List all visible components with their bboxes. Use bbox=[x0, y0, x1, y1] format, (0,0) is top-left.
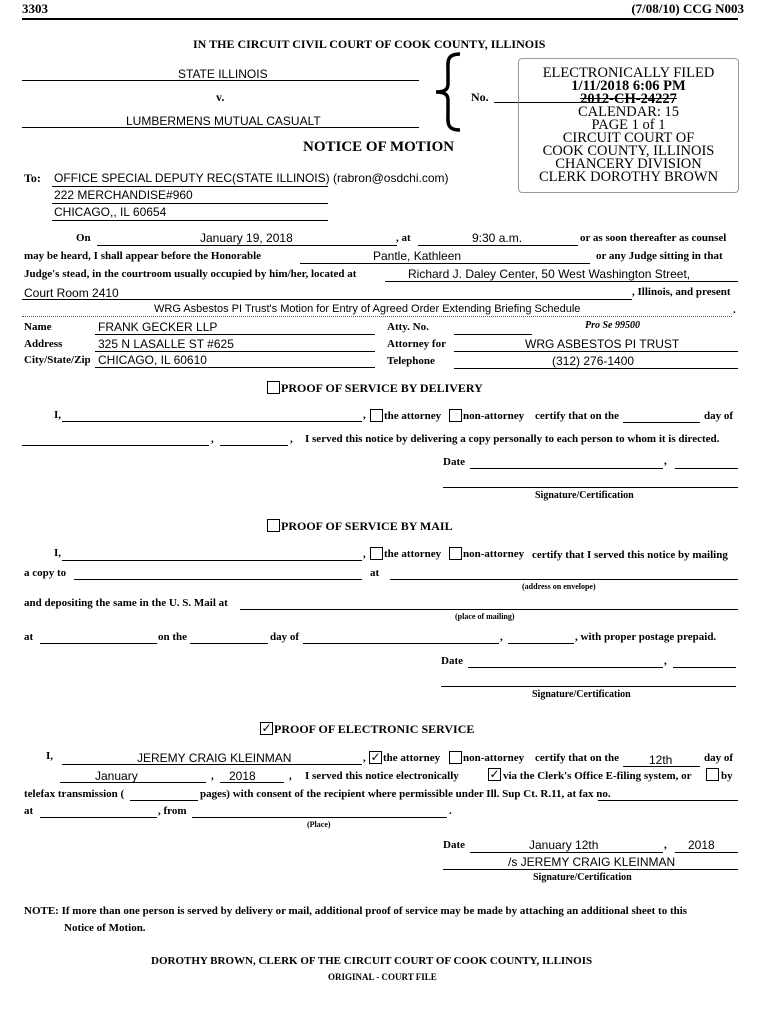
to-underline-1 bbox=[52, 186, 328, 187]
electronic-date-label: Date bbox=[443, 839, 465, 851]
telephone-label: Telephone bbox=[387, 355, 435, 367]
electronic-title: PROOF OF ELECTRONIC SERVICE bbox=[274, 722, 475, 736]
mail-at2-label: at bbox=[24, 631, 34, 643]
electronic-date-value: January 12th bbox=[529, 838, 599, 852]
stamp-line: CLERK DOROTHY BROWN bbox=[538, 169, 719, 185]
delivery-year-line bbox=[220, 445, 288, 446]
electronic-signature-line bbox=[443, 869, 738, 870]
versus-label: v. bbox=[216, 90, 225, 104]
heard-text: may be heard, I shall appear before the Honorable bbox=[24, 250, 262, 262]
attorney-for-value: WRG ASBESTOS PI TRUST bbox=[525, 337, 680, 351]
telephone-line bbox=[454, 368, 738, 369]
electronic-name: JEREMY CRAIG KLEINMAN bbox=[137, 751, 292, 765]
motion-period: . bbox=[733, 304, 736, 316]
city-label: City/State/Zip bbox=[24, 354, 91, 366]
footer-original: ORIGINAL - COURT FILE bbox=[328, 972, 437, 982]
hearing-date: January 19, 2018 bbox=[200, 231, 293, 245]
stead-text: Judge's stead, in the courtroom usually occupied by him/her, located at bbox=[24, 268, 357, 280]
hearing-date-line bbox=[97, 245, 397, 246]
stamp-line: ELECTRONICALLY FILED bbox=[542, 65, 715, 81]
stamp-line: CHANCERY DIVISION bbox=[555, 156, 702, 172]
delivery-day-line bbox=[623, 422, 700, 423]
court-location-line bbox=[385, 281, 738, 282]
delivery-year-date-line bbox=[675, 468, 738, 469]
mail-on-the: on the bbox=[158, 631, 188, 643]
efiling-text: via the Clerk's Office E-filing system, or bbox=[503, 770, 692, 782]
attorney-city: CHICAGO, IL 60610 bbox=[98, 353, 207, 367]
stamp-line: 1/11/2018 6:06 PM bbox=[571, 78, 686, 94]
electronic-year-line bbox=[220, 782, 284, 783]
delivery-month-line bbox=[22, 445, 209, 446]
atty-no-value: Pro Se 99500 bbox=[585, 320, 640, 331]
form-number: 3303 bbox=[22, 1, 48, 16]
mail-month-line bbox=[303, 643, 499, 644]
mail-non-attorney-checkbox[interactable] bbox=[449, 547, 462, 560]
mail-date-label: Date bbox=[441, 655, 463, 667]
at-label: , at bbox=[396, 232, 411, 244]
to-label: To: bbox=[24, 171, 41, 185]
plaintiff-line bbox=[22, 80, 419, 81]
name-label: Name bbox=[24, 321, 52, 333]
judge-name: Pantle, Kathleen bbox=[373, 249, 462, 263]
notice-title: NOTICE OF MOTION bbox=[303, 139, 455, 155]
footer-clerk: DOROTHY BROWN, CLERK OF THE CIRCUIT COURT OF COOK COUNTY, ILLINOIS bbox=[151, 955, 593, 967]
form-revision: (7/08/10) CCG N003 bbox=[631, 1, 744, 16]
motion-title: WRG Asbestos PI Trust's Motion for Entry of Agreed Order Extending Briefing Schedule bbox=[154, 303, 581, 315]
delivery-name-line bbox=[62, 421, 362, 422]
to-line-1: OFFICE SPECIAL DEPUTY REC(STATE ILLINOIS) (rabron@osdchi.com) bbox=[54, 171, 449, 185]
efiling-checkbox[interactable]: ✓ bbox=[489, 767, 500, 781]
delivery-served-text: I served this notice by delivering a copy personally to each person to whom it is directed. bbox=[305, 433, 720, 445]
delivery-date-line bbox=[470, 468, 663, 469]
court-title: IN THE CIRCUIT CIVIL COURT OF COOK COUNTY, ILLINOIS bbox=[193, 37, 546, 51]
hearing-time: 9:30 a.m. bbox=[472, 231, 523, 245]
fax-no-line bbox=[598, 800, 738, 801]
electronic-checkbox[interactable]: ✓ bbox=[261, 721, 272, 735]
note-line-2: Notice of Motion. bbox=[64, 922, 146, 934]
electronic-year: 2018 bbox=[229, 769, 256, 783]
mail-year-line bbox=[508, 643, 574, 644]
electronic-signature-label: Signature/Certification bbox=[533, 872, 632, 883]
stamp-line: 2012-CH-24227 bbox=[580, 91, 677, 107]
electronic-day: 12th bbox=[649, 753, 673, 767]
mail-checkbox[interactable] bbox=[267, 519, 280, 532]
delivery-i-label: I, bbox=[54, 409, 62, 421]
mail-place-line bbox=[240, 609, 738, 610]
delivery-attorney-checkbox[interactable] bbox=[370, 409, 383, 422]
mail-signature-line bbox=[441, 686, 736, 687]
header-rule bbox=[22, 18, 738, 20]
electronic-time-line bbox=[40, 817, 157, 818]
mail-attorney-checkbox[interactable] bbox=[370, 547, 383, 560]
mail-address-caption: (address on envelope) bbox=[522, 582, 596, 591]
electronic-month: January bbox=[95, 769, 138, 783]
attorney-city-line bbox=[95, 367, 375, 368]
mail-i-label: I, bbox=[54, 547, 62, 559]
stamp-line: PAGE 1 of 1 bbox=[591, 117, 666, 133]
mail-time-line bbox=[40, 643, 157, 644]
electronic-place-line bbox=[192, 817, 447, 818]
telephone-value: (312) 276-1400 bbox=[552, 354, 635, 368]
to-underline-2 bbox=[52, 203, 328, 204]
case-no-label: No. bbox=[471, 90, 489, 104]
hearing-time-line bbox=[418, 245, 578, 246]
electronic-day-of: day of bbox=[704, 752, 734, 764]
stamp-line: CALENDAR: 15 bbox=[577, 104, 680, 120]
stamp-line: CIRCUIT COURT OF bbox=[562, 130, 695, 146]
electronic-non-attorney-label: non-attorney bbox=[463, 752, 525, 764]
atty-no-label: Atty. No. bbox=[387, 321, 429, 333]
delivery-checkbox[interactable] bbox=[267, 381, 280, 394]
mail-day-line bbox=[190, 643, 268, 644]
to-line-3: CHICAGO,, IL 60654 bbox=[54, 205, 167, 219]
mail-copy-line bbox=[74, 579, 362, 580]
court-room-line bbox=[22, 299, 632, 300]
attorney-address: 325 N LASALLE ST #625 bbox=[98, 337, 234, 351]
attorney-for-label: Attorney for bbox=[387, 338, 446, 350]
electronic-non-attorney-checkbox[interactable] bbox=[449, 751, 462, 764]
mail-date-year-line bbox=[673, 667, 736, 668]
mail-certify-text: certify that I served this notice by mailing bbox=[532, 549, 728, 561]
on-label: On bbox=[76, 232, 91, 244]
note-line-1: NOTE: If more than one person is served by delivery or mail, additional proof of service may be made by attaching an additional sheet to this bbox=[24, 905, 688, 917]
attorney-address-line bbox=[95, 351, 375, 352]
attorney-name: FRANK GECKER LLP bbox=[98, 320, 218, 334]
delivery-title: PROOF OF SERVICE BY DELIVERY bbox=[281, 381, 483, 395]
mail-at-label: at bbox=[370, 567, 380, 579]
electronic-signature-value: /s JEREMY CRAIG KLEINMAN bbox=[508, 855, 676, 869]
electronic-day-line bbox=[623, 766, 700, 767]
any-judge-text: or any Judge sitting in that bbox=[596, 250, 723, 262]
telefax-pages-text: pages) with consent of the recipient where permissible under Ill. Sup Ct. R.11, at fax no. bbox=[200, 788, 611, 800]
electronic-place-caption: (Place) bbox=[307, 820, 331, 829]
electronic-attorney-checkbox[interactable]: ✓ bbox=[370, 750, 381, 764]
mail-non-attorney-label: non-attorney bbox=[463, 548, 525, 560]
telefax-checkbox[interactable] bbox=[706, 768, 719, 781]
delivery-attorney-label: the attorney bbox=[384, 410, 442, 422]
electronic-from-label: , from bbox=[158, 805, 187, 817]
mail-copy-to: a copy to bbox=[24, 567, 67, 579]
delivery-signature-line bbox=[443, 487, 738, 488]
telefax-pages-line bbox=[130, 800, 198, 801]
electronic-date-year-line bbox=[675, 852, 738, 853]
court-location: Richard J. Daley Center, 50 West Washington Street, bbox=[408, 267, 691, 281]
delivery-non-attorney-checkbox[interactable] bbox=[449, 409, 462, 422]
electronic-filing-stamp bbox=[518, 58, 739, 193]
delivery-certify-text: certify that on the bbox=[535, 410, 620, 422]
electronic-served-text: I served this notice electronically bbox=[305, 770, 459, 782]
delivery-date-label: Date bbox=[443, 456, 465, 468]
telefax-by-text: by bbox=[721, 770, 733, 782]
illinois-text: , Illinois, and present bbox=[632, 286, 731, 298]
mail-postage-text: , with proper postage prepaid. bbox=[575, 631, 717, 643]
electronic-month-line bbox=[60, 782, 206, 783]
mail-depositing-text: and depositing the same in the U. S. Mail at bbox=[24, 597, 228, 609]
electronic-i-label: I, bbox=[46, 750, 54, 762]
defendant-name: LUMBERMENS MUTUAL CASUALT bbox=[126, 114, 321, 128]
electronic-attorney-label: the attorney bbox=[383, 752, 441, 764]
electronic-date-year: 2018 bbox=[688, 838, 715, 852]
mail-attorney-label: the attorney bbox=[384, 548, 442, 560]
mail-signature-label: Signature/Certification bbox=[532, 689, 631, 700]
motion-line bbox=[22, 316, 732, 317]
to-underline-3 bbox=[52, 220, 328, 221]
defendant-line bbox=[22, 127, 419, 128]
plaintiff-name: STATE ILLINOIS bbox=[178, 67, 268, 81]
caption-brace bbox=[432, 52, 464, 132]
mail-name-line bbox=[62, 560, 362, 561]
judge-line bbox=[300, 263, 590, 264]
mail-address-line bbox=[390, 579, 738, 580]
electronic-certify-text: certify that on the bbox=[535, 752, 620, 764]
telefax-text: telefax transmission ( bbox=[24, 788, 125, 800]
court-room: Court Room 2410 bbox=[24, 286, 119, 300]
attorney-for-line bbox=[454, 351, 738, 352]
stamp-line: COOK COUNTY, ILLINOIS bbox=[542, 143, 715, 159]
electronic-name-line bbox=[62, 764, 362, 765]
mail-place-caption: (place of mailing) bbox=[455, 612, 515, 621]
mail-title: PROOF OF SERVICE BY MAIL bbox=[281, 519, 453, 533]
delivery-non-attorney-label: non-attorney bbox=[463, 410, 525, 422]
address-label: Address bbox=[24, 338, 63, 350]
atty-no-line bbox=[454, 334, 532, 335]
counsel-text: or as soon thereafter as counsel bbox=[580, 232, 727, 244]
electronic-date-line bbox=[470, 852, 663, 853]
attorney-name-line bbox=[95, 334, 375, 335]
delivery-day-of: day of bbox=[704, 410, 734, 422]
to-line-2: 222 MERCHANDISE#960 bbox=[54, 188, 193, 202]
delivery-signature-label: Signature/Certification bbox=[535, 490, 634, 501]
mail-day-of: day of bbox=[270, 631, 300, 643]
mail-date-line bbox=[468, 667, 663, 668]
electronic-at-label: at bbox=[24, 805, 34, 817]
